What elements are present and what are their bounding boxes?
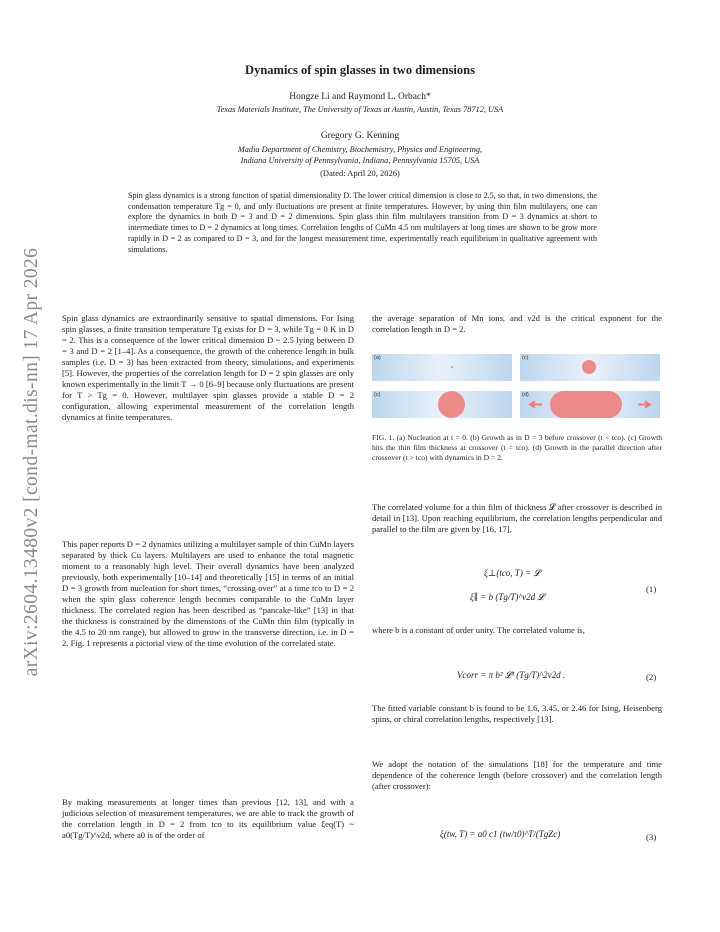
right-column-p4 xyxy=(372,759,662,792)
affiliation-2b: Indiana University of Pennsylvania, Indiana, Pennsylvania 15705, USA xyxy=(240,156,480,165)
right-column-p2 xyxy=(372,625,662,636)
author-line-2: Gregory G. Kenning xyxy=(320,131,400,141)
left-column xyxy=(62,313,354,423)
paragraph-continuation: the average separation of Mn ions, and ν2d is the critical exponent for the correlation length in D = 2. xyxy=(372,313,662,335)
affiliation-2a: Madia Department of Chemistry, Biochemistry, Physics and Engineering, xyxy=(237,145,483,154)
paragraph-correlated-volume: The correlated volume for a thin film of thickness 𝓛 after crossover is described in detail in [13]. Upon reaching equilibrium, the correlation lengths perpendicular and parallel to the film are given by [16, 17], xyxy=(372,502,662,535)
right-arrow-icon xyxy=(636,400,652,409)
crossover-domain xyxy=(438,391,465,418)
right-column-p0 xyxy=(372,313,662,335)
panel-a-label: (a) xyxy=(374,355,381,361)
left-column-p3 xyxy=(62,797,354,841)
right-column-p3 xyxy=(372,703,662,725)
panel-a xyxy=(372,354,512,381)
right-column-p1 xyxy=(372,502,662,535)
paragraph-measurements: By making measurements at longer times than previous [12, 13], and with a judicious selection of measurement temperatures, we are able to track the growth of the correlation length in D = 2 from tco to its equilibrium value ξeq(T) ~ a0(Tg/T)^ν2d, where a0 is of the order of xyxy=(62,797,354,841)
panel-d xyxy=(520,391,660,418)
equation-2-number: (2) xyxy=(646,672,657,682)
paragraph-notation: We adopt the notation of the simulations [18] for the temperature and time dependence of the coherence length (before crossover) and the correlation length (after crossover): xyxy=(372,759,662,792)
date-line: (Dated: April 20, 2026) xyxy=(320,168,400,178)
affiliation-1: Texas Materials Institute, The University of Texas at Austin, Austin, Texas 78712, USA xyxy=(216,105,504,114)
paragraph-fitted-b: The fitted variable constant b is found to be 1.6, 3.45, or 2.46 for Ising, Heisenberg spins, or chiral correlation lengths, respectively [13]. xyxy=(372,703,662,725)
equation-3-number: (3) xyxy=(646,832,657,842)
equation-1a: ξ⊥(tco, T) = 𝓛 xyxy=(484,568,540,578)
author-line-1: Hongze Li and Raymond L. Orbach* xyxy=(289,92,431,102)
paper-title: Dynamics of spin glasses in two dimensions xyxy=(245,63,475,77)
figure-1 xyxy=(372,354,662,424)
equation-3: ξ(tw, T) = a0 c1 (tw/τ0)^T/(TgZc) xyxy=(440,829,561,839)
abstract: Spin glass dynamics is a strong function of spatial dimensionality D. The lower critical dimension is close to 2.5, so that, in two dimensions, the condensation temperature Tg = 0, and only fluctuations are present at finite temperatures. However, by using thin film multilayers, one can explore the dynamics in both D = 3 and D = 2 dimensions. Spin glass thin film multilayers transition from D = 3 dynamics at short to intermediate times to D = 2 dynamics at long times. Correlation lengths of CuMn 4.5 nm multilayers at long times are shown to be grow more rapidly in D = 2 as compared to D = 3, and for the longest measurement time, experimentally reach equilibrium in qualitative agreement with simulations. xyxy=(128,191,597,254)
panel-c-label: (c) xyxy=(374,392,381,398)
equation-1-number: (1) xyxy=(646,584,657,594)
panel-b-label: (c) xyxy=(522,355,529,361)
equation-2: Vcorr = π b² 𝓛³ (Tg/T)^2ν2d . xyxy=(457,670,566,680)
panel-d-label: (d) xyxy=(522,392,529,398)
left-column-p2 xyxy=(62,539,354,649)
paragraph-intro: Spin glass dynamics are extraordinarily sensitive to spatial dimensions. For Ising spin glasses, a finite transition temperature Tg exists for D = 3, while Tg = 0 K in D = 2. This is a consequence of the lower critical dimension D ~ 2.5 lying between D = 3 and D = 2 [1–4]. As a consequence, the growth of the coherence length in bulk samples (i.e. D = 3) has been extracted from theory, simulations, and experiments [5]. However, the properties of the correlation length for D = 2 spin glasses are only known experimentally in the limit T → 0 [6–9] because only fluctuations are present for T > Tg = 0. However, multilayer spin glasses provide a stable D = 2 configuration, allowing experimental measurement of the correlation length dynamics at finite temperatures. xyxy=(62,313,354,423)
arxiv-identifier: arXiv:2604.13480v2 [cond-mat.dis-nn] 17 Apr 2026 xyxy=(21,247,42,677)
panel-b xyxy=(520,354,660,381)
paragraph-constant-b: where b is a constant of order unity. The correlated volume is, xyxy=(372,625,585,635)
pancake-domain xyxy=(550,391,622,418)
figure-1-caption: FIG. 1. (a) Nucleation at t = 0. (b) Growth as in D = 3 before crossover (t < tco). (c) Growth hits the thin film thickness at crossover (t = tco). (d) Growth in the parallel direction after crossover (t > tco) with dynamics in D = 2. xyxy=(372,433,662,463)
paragraph-multilayer: This paper reports D = 2 dynamics utilizing a multilayer sample of thin CuMn layers separated by thick Cu layers. Multilayers are used to enhance the total magnetic moment to a reasonably high level. Their overall dynamics have been analyzed previously, both experimentally [10–14] and theoretically [15] in terms of an initial D = 3 growth from nucleation for short times, “crossing over” at a time tco to D = 2 when the spin glass coherence length becomes comparable to the CuMn layer thickness. The correlated region has been described as “pancake-like” [13] in that the thickness is constrained by the dimensions of the CuMn thin film (typically in the 4.5 to 20 nm range), but allowed to grow in the transverse direction, i.e. in D = 2. Fig. 1 represents a pictorial view of the time evolution of the correlated state. xyxy=(62,539,354,649)
panel-c xyxy=(372,391,512,418)
left-arrow-icon xyxy=(528,400,544,409)
nucleation-dot xyxy=(451,366,453,368)
growing-domain xyxy=(582,360,596,374)
equation-1b: ξ∥ = b (Tg/T)^ν2d 𝓛 xyxy=(470,592,544,602)
